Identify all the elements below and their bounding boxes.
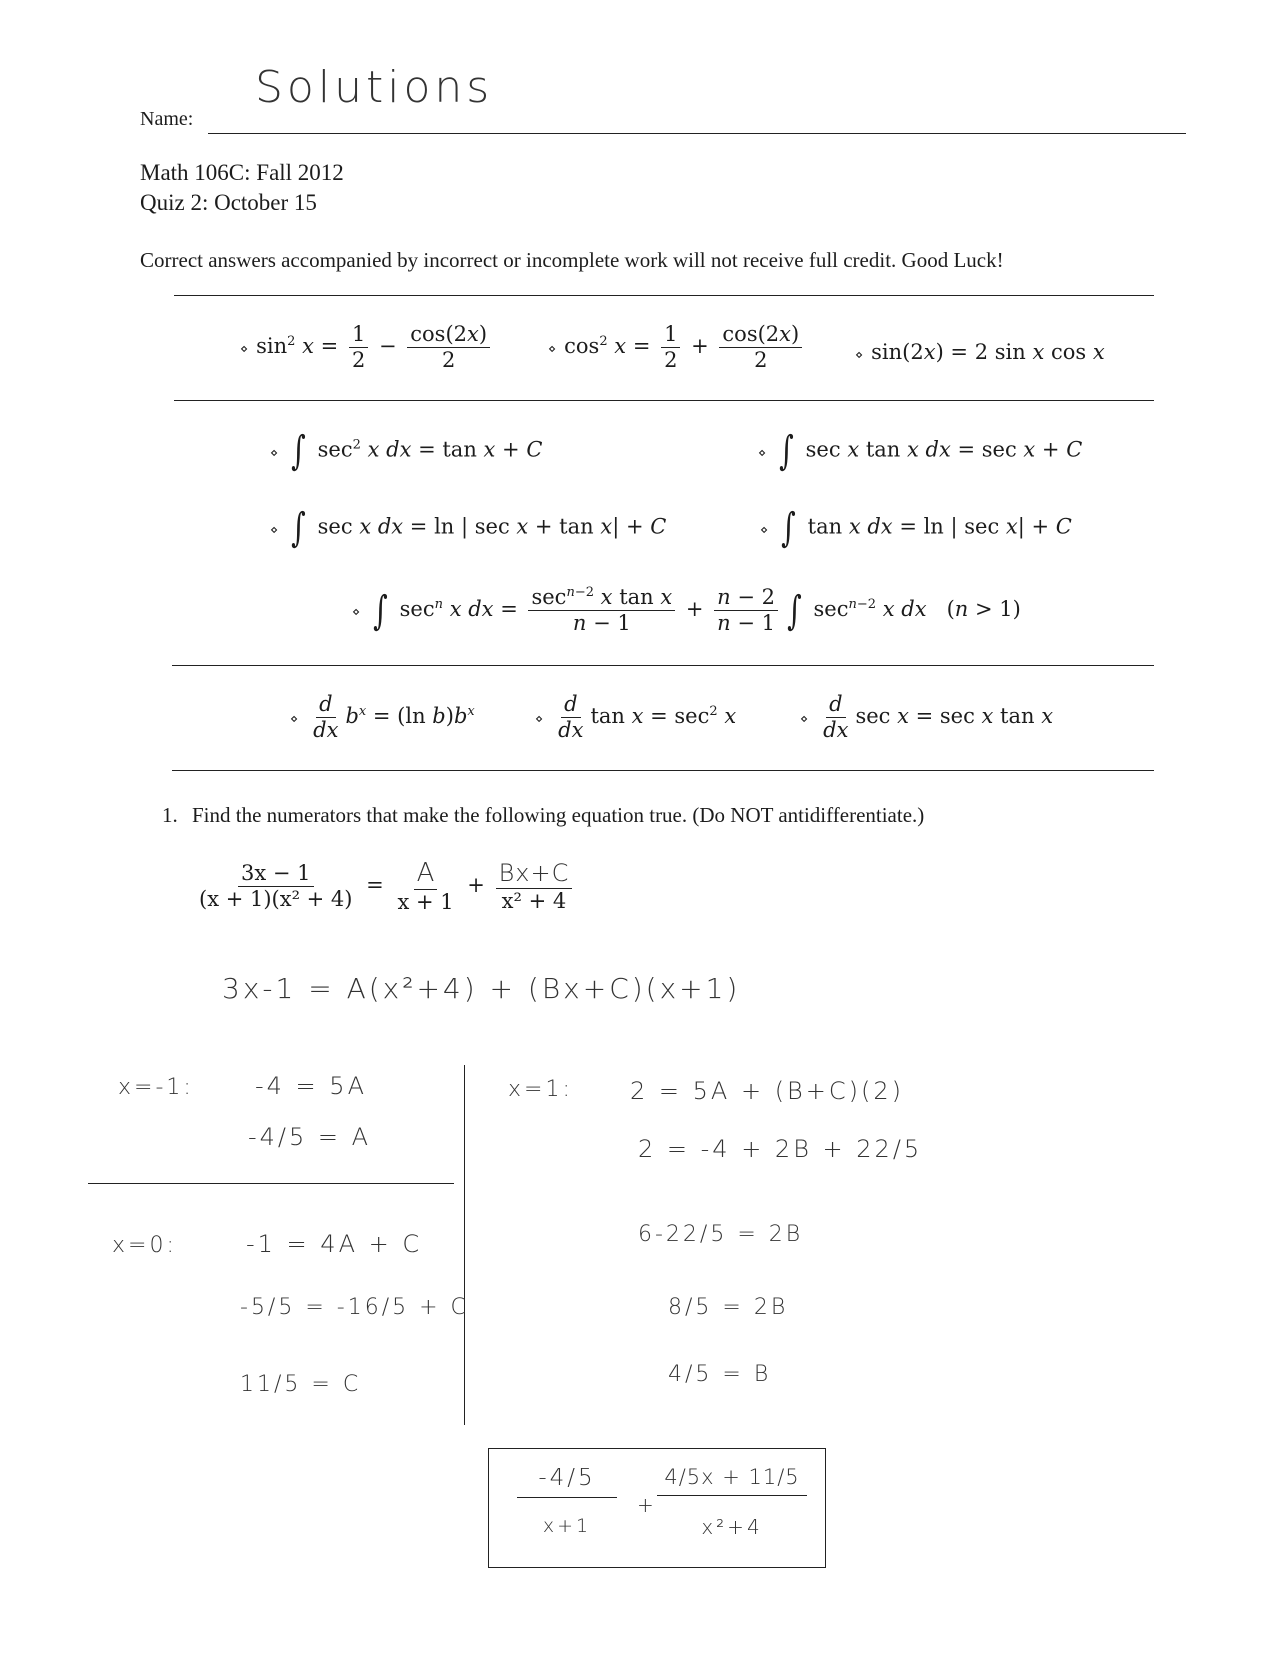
answer-term1-numerator: -4/5 <box>517 1465 617 1498</box>
instructions: Correct answers accompanied by incorrect or incomplete work will not receive full credit. Good Luck! <box>140 248 1004 272</box>
formula-int-sec: ⋄ ∫ sec x dx = ln | sec x + tan x| + C <box>270 505 667 551</box>
case1-line1: -4 = 5A <box>255 1072 367 1100</box>
formula-int-sec-n: ⋄ ∫ $\sec^n x$ dx = $\frac{\sec^{n-2} x \tan x}{n - 1}$ + $\frac{n - 2}{n - 1}$ ∫ $\sec^{n-2} x$ dx (n > 1) <box>352 585 1021 636</box>
answer-term2-denominator: x²+4 <box>701 1515 763 1539</box>
problem-equation: $\frac{3x - 1}{\text{(x + 1)(x² + 4)}}$ = $\frac{A}{x + 1}$ + $\frac{Bx+C}{\text{x² + 4}}$ <box>192 858 576 915</box>
case3-line5: 4/5 = B <box>668 1362 772 1387</box>
formula-deriv-sec: ⋄ $\frac{d}{dx}$ sec x = sec x tan x <box>800 692 1054 743</box>
divider-1 <box>174 295 1154 296</box>
lhs-denominator: (x + 1)(x² + 4) <box>199 887 353 912</box>
name-label: Name: <box>140 108 194 130</box>
rhs1-numerator: A <box>414 858 438 890</box>
rhs2-denominator: x² + 4 <box>501 889 567 913</box>
formula-cos-squared: ⋄ $\cos^2 x$ = $\frac{1}{2}$ + $\frac{\cos(2x)}{2}$ <box>548 322 806 373</box>
answer-term1-denominator: x+1 <box>542 1515 592 1537</box>
divider-4 <box>172 770 1154 771</box>
formula-sin-double: ⋄ sin(2x) = 2 sin x cos x <box>855 340 1105 364</box>
work-divider-vertical <box>464 1065 465 1425</box>
name-underline <box>208 133 1186 134</box>
course-title: Math 106C: Fall 2012 <box>140 160 344 185</box>
work-setup: 3x-1 = A(x²+4) + (Bx+C)(x+1) <box>222 972 741 1005</box>
case2-line2: -5/5 = -16/5 + C <box>240 1295 469 1320</box>
name-value: Solutions <box>255 62 494 113</box>
divider-2 <box>174 400 1154 401</box>
case3-line1: 2 = 5A + (B+C)(2) <box>630 1077 904 1105</box>
case2-label: x=0: <box>112 1233 177 1258</box>
formula-deriv-tan: ⋄ $\frac{d}{dx}$ $\tan x = \sec^2 x$ <box>535 692 737 743</box>
problem-number: 1. <box>162 803 178 827</box>
formula-int-tan: ⋄ ∫ tan x dx = ln | sec x| + C <box>760 505 1072 551</box>
rhs1-denominator: x + 1 <box>397 890 454 915</box>
case2-line1: -1 = 4A + C <box>246 1230 423 1258</box>
case2-line3: 11/5 = C <box>240 1372 362 1397</box>
formula-int-sec-tan: ⋄ ∫ sec x tan x dx = sec x + C <box>758 428 1083 474</box>
formula-sin-squared: ⋄ $\sin^2 x$ = $\frac{1}{2}$ − $\frac{\cos(2x)}{2}$ <box>240 322 494 373</box>
case3-label: x=1: <box>508 1077 573 1102</box>
case1-line2: -4/5 = A <box>248 1123 372 1151</box>
answer-plus: + <box>637 1493 657 1517</box>
rhs2-numerator: Bx+C <box>496 859 573 889</box>
answer-term2-numerator: 4/5x + 11/5 <box>657 1465 807 1496</box>
formula-int-sec-squared: ⋄ ∫ $\sec^2 x$ dx = tan x + C <box>270 428 543 474</box>
answer-box <box>488 1448 826 1568</box>
work-divider-horizontal <box>88 1183 454 1184</box>
case3-line3: 6-22/5 = 2B <box>638 1222 804 1247</box>
lhs-numerator: 3x − 1 <box>238 861 314 887</box>
case3-line4: 8/5 = 2B <box>668 1295 789 1320</box>
case1-label: x=-1: <box>118 1075 194 1100</box>
problem-text: Find the numerators that make the following equation true. (Do NOT antidifferentiate.) <box>192 803 925 827</box>
formula-deriv-exp: ⋄ $\frac{d}{dx}$ $b^x = (\ln$ $b)b^x$ <box>290 692 475 743</box>
case3-line2: 2 = -4 + 2B + 22/5 <box>638 1135 923 1163</box>
quiz-title: Quiz 2: October 15 <box>140 190 317 215</box>
divider-3 <box>172 665 1154 666</box>
